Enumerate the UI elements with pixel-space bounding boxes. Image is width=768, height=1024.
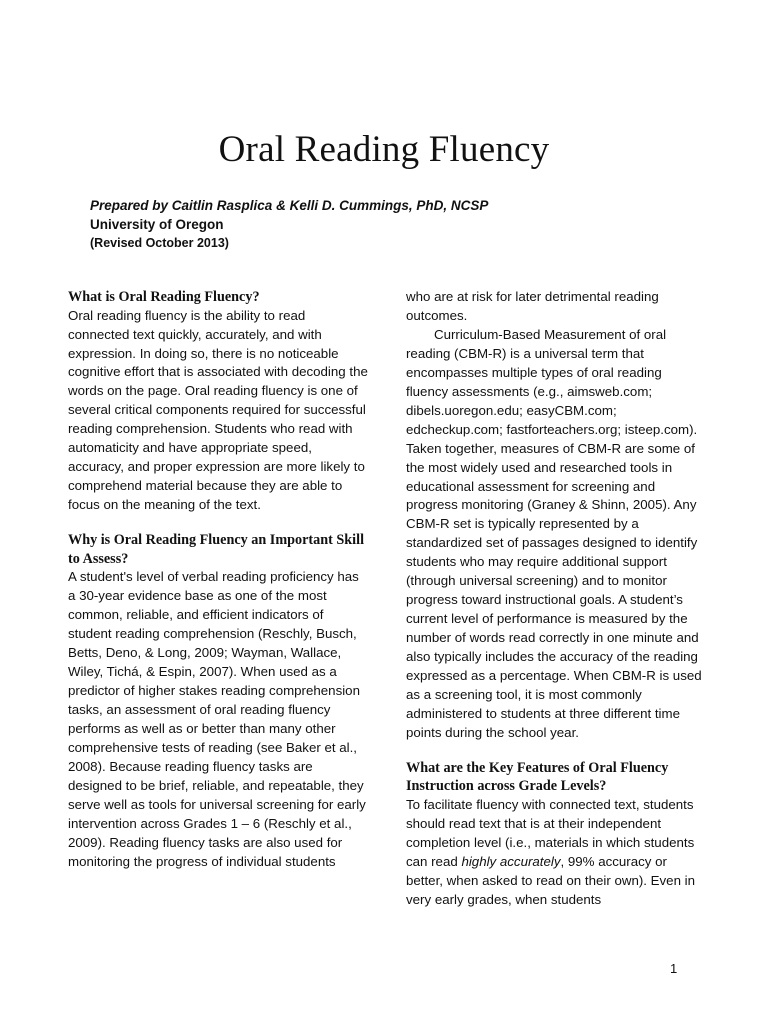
section-heading-what-is: What is Oral Reading Fluency? [68,289,260,305]
page-number: 1 [670,961,678,976]
section-heading-key-features: What are the Key Features of Oral Fluency Instruction across Grade Levels? [406,759,669,795]
document-meta [90,197,488,253]
key-features-text-end: , 99% accuracy or better, when asked to read on their own). Even in very early grades, when students [406,853,696,907]
prepared-by-line: Prepared by Caitlin Rasplica & Kelli D. Cummings, PhD, NCSP [90,198,489,213]
section-body-what-is: Oral reading fluency is the ability to read connected text quickly, accurately, and with expression. In doing so, there is no noticeable cognitive effort that is associated with decoding the words on the page. Oral reading fluency is one of several critical components required for successful reading comprehension. Students who read with automaticity and have appropriate speed, accuracy, and proper expression are more likely to comprehend material because they are able to focus on the meaning of the text. [68,307,368,513]
section-heading-why-assess: Why is Oral Reading Fluency an Important Skill to Assess? [68,532,365,567]
revised-date: (Revised October 2013) [90,236,229,250]
key-features-text-start: To facilitate fluency with connected text, students should read text that is at their independent completion level (i.e., materials in which students can read [406,797,695,869]
document-title: Oral Reading Fluency [218,129,550,170]
section-body-why-assess-continued: who are at risk for later detrimental reading outcomes. [406,289,659,323]
section-body-why-assess: A student's level of verbal reading proficiency has a 30-year evidence base as one of the most common, reliable, and efficient indicators of student reading comprehension (Reschly, Busch, Betts, Deno, & Long, 2009; Wayman, Wallace, Wiley, Tichá, & Espin, 2007). When used as a predictor of higher stakes reading comprehension tasks, an assessment of oral reading fluency performs as well as or better than many other comprehensive tests of reading (see Baker et al., 2008). Because reading fluency tasks are designed to be brief, reliable, and repeatable, they serve well as tools for universal screening for early intervention across Grades 1 – 6 (Reschly et al., 2009). Reading fluency tasks are also used for monitoring the progress of individual students [68,569,366,869]
right-column [406,288,702,910]
key-features-emphasis: highly accurately [461,853,561,869]
section-body-key-features [406,796,702,910]
institution-line: University of Oregon [90,216,224,232]
left-column [68,288,368,872]
cbm-r-paragraph: Curriculum-Based Measurement of oral reading (CBM-R) is a universal term that encompasses multiple types of oral reading fluency assessments (e.g., aimsweb.com; dibels.uoregon.edu; easyCBM.com; edcheckup.com; fastforteachers.org; isteep.com). Taken together, measures of CBM-R are some of the most widely used and researched tools in educational assessment for screening and progress monitoring (Graney & Shinn, 2005). Any CBM-R set is typically represented by a standardized set of passages designed to identify students who may require additional support (through universal screening) and to monitor progress toward instructional goals. A student’s current level of performance is measured by the number of words read correctly in one minute and also typically includes the accuracy of the reading expressed as a percentage. When CBM-R is used as a screening tool, it is most commonly administered to students at three different time points during the school year. [406,326,702,740]
